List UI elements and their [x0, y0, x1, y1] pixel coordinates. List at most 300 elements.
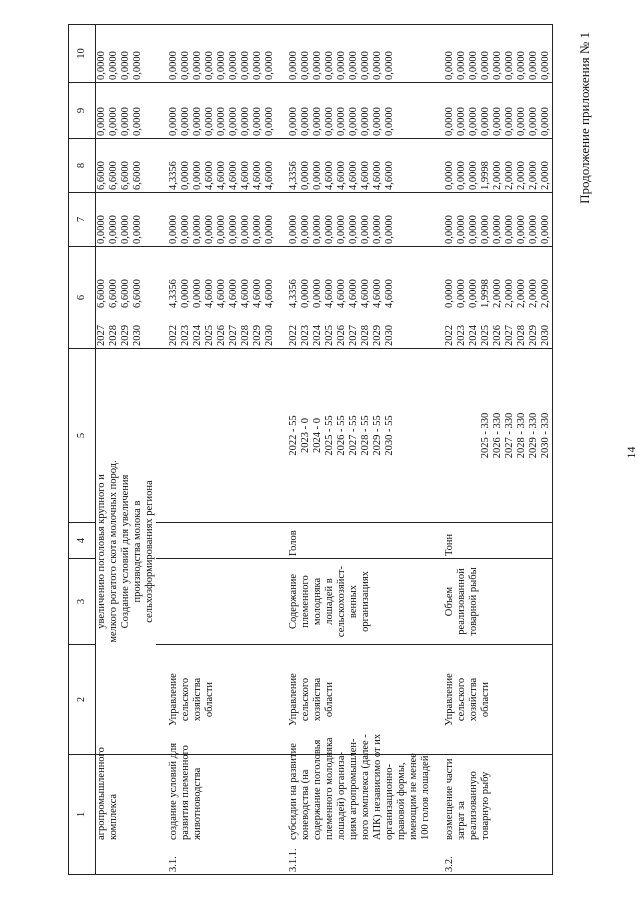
item-number: 3.1.: [168, 856, 179, 872]
cell-text: 0,0000: [168, 215, 179, 244]
cell-text: хозяйства: [312, 677, 323, 722]
cell-text: 0,0000: [540, 51, 551, 80]
cell-text: 4,6000: [336, 279, 347, 308]
cell-text: 4,6000: [264, 279, 275, 308]
years-and-total: [432, 247, 553, 349]
cell-text: лошадей в: [324, 578, 335, 625]
cell-text: Управление: [444, 673, 455, 726]
cell-text: 2029: [252, 325, 263, 346]
cell-text: 0,0000: [492, 107, 503, 136]
cell-text: 4,6000: [252, 161, 263, 190]
years-and-total: [156, 247, 276, 349]
values-col-9: [156, 83, 276, 139]
cell-text: 2026 - 330: [492, 412, 503, 459]
cell-text: развития племенного: [180, 745, 191, 840]
cell-text: 0,0000: [468, 279, 479, 308]
cell-text: 2,0000: [504, 279, 515, 308]
cell-text: 0,0000: [528, 215, 539, 244]
cell-text: содержание поголовья: [312, 739, 323, 840]
cell-text: 2023: [456, 325, 467, 346]
cell-text: ного комплекса (далее -: [360, 734, 371, 840]
cell-text: 2026: [336, 325, 347, 346]
measure-name: [288, 734, 432, 840]
cell-text: затрат за: [456, 801, 467, 840]
cell-text: 0,0000: [180, 279, 191, 308]
cell-text: 0,0000: [528, 51, 539, 80]
cell-text: 0,0000: [480, 51, 491, 80]
cell-text: циям агропромышлен-: [348, 738, 359, 840]
cell-text: 0,0000: [516, 215, 527, 244]
cell-text: 2030: [264, 325, 275, 346]
page-number: 14: [624, 446, 638, 459]
cell-text: 6,6000: [132, 279, 143, 308]
values-col-9: [96, 83, 157, 139]
cell-text: товарную рыбу: [480, 771, 491, 840]
cell-text: 4,6000: [264, 161, 275, 190]
cell-text: 0,0000: [540, 107, 551, 136]
cell-text: 100 голов лошадей: [420, 755, 431, 840]
cell-text: 6,6000: [120, 279, 131, 308]
values-col-8: [96, 139, 157, 193]
cell-text: области: [204, 681, 215, 718]
header-col-8: 8: [69, 139, 96, 193]
cell-text: 4,6000: [360, 161, 371, 190]
cell-text: 4,6000: [372, 161, 383, 190]
cell-text: 0,0000: [372, 215, 383, 244]
values-col-8: [156, 139, 276, 193]
cell-text: 4,6000: [348, 279, 359, 308]
cell-text: 2027: [96, 325, 107, 346]
cell-text: 2028: [516, 325, 527, 346]
cell-text: 2,0000: [516, 279, 527, 308]
cell-text: 2029: [120, 325, 131, 346]
cell-text: 0,0000: [96, 215, 107, 244]
cell-text: 0,0000: [192, 107, 203, 136]
cell-text: 0,0000: [516, 107, 527, 136]
cell-text: 2029 - 330: [528, 412, 539, 459]
cell-text: 0,0000: [192, 161, 203, 190]
cell-text: мелкого рогатого скота молочных пород.: [108, 460, 119, 643]
cell-text: 0,0000: [504, 107, 515, 136]
cell-text: 2028: [360, 325, 371, 346]
cell-text: 1,9998: [480, 279, 491, 308]
header-col-10: 10: [69, 25, 96, 83]
cell-text: 1,9998: [480, 161, 491, 190]
cell-text: 0,0000: [132, 51, 143, 80]
cell-text: венных: [348, 584, 359, 619]
cell-text: 0,0000: [348, 215, 359, 244]
cell-text: племенного: [300, 575, 311, 628]
cell-text: создание условий для: [168, 742, 179, 840]
cell-text: Объем: [444, 586, 455, 617]
cell-text: 2029: [372, 325, 383, 346]
cell-text: 0,0000: [120, 107, 131, 136]
cell-text: 0,0000: [324, 51, 335, 80]
cell-text: 2027: [348, 325, 359, 346]
cell-text: 4,6000: [240, 161, 251, 190]
cell-text: 0,0000: [132, 215, 143, 244]
cell-text: 4,6000: [336, 161, 347, 190]
cell-text: 2028 - 330: [516, 412, 527, 459]
cell-text: 0,0000: [300, 215, 311, 244]
cell-text: 0,0000: [384, 215, 395, 244]
cell-text: 0,0000: [348, 107, 359, 136]
cell-text: 0,0000: [264, 107, 275, 136]
cell-text: Содержание: [288, 573, 299, 630]
cell-text: 2024: [192, 325, 203, 346]
cell-text: 4,3356: [288, 161, 299, 190]
cell-text: 0,0000: [288, 215, 299, 244]
cell-text: 6,6000: [108, 279, 119, 308]
cell-text: 0,0000: [192, 215, 203, 244]
cell-text: 4,6000: [216, 279, 227, 308]
cell-text: 2029: [528, 325, 539, 346]
cell-text: 0,0000: [312, 161, 323, 190]
cell-text: области: [480, 681, 491, 718]
cell-text: 0,0000: [252, 215, 263, 244]
years-and-total: [276, 247, 432, 349]
measure-description: [96, 349, 157, 755]
cell-text: 0,0000: [372, 51, 383, 80]
cell-text: 2025: [324, 325, 335, 346]
values-col-7: [96, 193, 157, 247]
cell-text: 2027 - 55: [348, 415, 359, 456]
cell-text: 0,0000: [468, 107, 479, 136]
cell-text: коневодства (на: [300, 769, 311, 840]
cell-text: 2027: [228, 325, 239, 346]
header-col-7: 7: [69, 193, 96, 247]
cell-text: племенного молодняка: [324, 737, 335, 840]
cell-text: товарной рыбы: [468, 567, 479, 636]
cell-text: 4,6000: [360, 279, 371, 308]
cell-text: 4,6000: [228, 161, 239, 190]
appendix-continuation-label: Продолжение приложения № 1: [577, 32, 592, 204]
cell-text: 2023: [300, 325, 311, 346]
values-col-7: [276, 193, 432, 247]
cell-text: 0,0000: [360, 51, 371, 80]
values-col-10: [156, 25, 276, 83]
cell-text: 0,0000: [96, 51, 107, 80]
values-col-7: [432, 193, 553, 247]
cell-text: 2027: [504, 325, 515, 346]
cell-text: 4,3356: [168, 161, 179, 190]
cell-text: 0,0000: [492, 215, 503, 244]
cell-text: увеличению поголовья крупного и: [96, 474, 107, 629]
cell-text: 2026: [492, 325, 503, 346]
cell-text: 0,0000: [456, 107, 467, 136]
cell-text: 0,0000: [492, 51, 503, 80]
cell-text: 2,0000: [540, 161, 551, 190]
cell-text: 2030 - 55: [384, 415, 395, 456]
cell-text: 0,0000: [504, 51, 515, 80]
cell-text: 2,0000: [540, 279, 551, 308]
cell-text: 0,0000: [444, 215, 455, 244]
cell-text: 2027 - 330: [504, 412, 515, 459]
header-col-1: 1: [69, 755, 96, 875]
cell-text: 0,0000: [360, 107, 371, 136]
indicator-name: [276, 559, 432, 645]
cell-text: 2,0000: [528, 279, 539, 308]
cell-text: 6,6000: [96, 161, 107, 190]
cell-text: субсидии на развитие: [288, 743, 299, 840]
cell-text: 2024: [312, 325, 323, 346]
cell-text: 2,0000: [504, 161, 515, 190]
values-col-8: [432, 139, 553, 193]
table-header-row: [69, 25, 96, 875]
item-number: 3.1.1.: [288, 848, 299, 872]
cell-text: 0,0000: [504, 215, 515, 244]
cell-text: Управление: [168, 673, 179, 726]
item-number: 3.2.: [444, 856, 455, 872]
table-row: [96, 25, 157, 875]
executor: [432, 645, 553, 755]
header-col-9: 9: [69, 83, 96, 139]
cell-text: 2026 - 55: [336, 415, 347, 456]
executor: [156, 645, 276, 755]
cell-text: организационно-: [384, 764, 395, 840]
indicator-name: [432, 559, 553, 645]
cell-text: 0,0000: [348, 51, 359, 80]
cell-text: 0,0000: [240, 51, 251, 80]
cell-text: 0,0000: [324, 215, 335, 244]
cell-text: 2030: [540, 325, 551, 346]
cell-text: 0,0000: [108, 51, 119, 80]
cell-text: сельхозформированиях региона: [144, 480, 155, 623]
cell-text: 0,0000: [180, 161, 191, 190]
cell-text: 0,0000: [444, 161, 455, 190]
cell-text: 0,0000: [468, 161, 479, 190]
cell-text: 0,0000: [480, 107, 491, 136]
cell-text: 0,0000: [444, 107, 455, 136]
cell-text: 4,6000: [372, 279, 383, 308]
indicator-values: [276, 349, 432, 523]
cell-text: 2025: [480, 325, 491, 346]
cell-text: 0,0000: [216, 215, 227, 244]
cell-text: 2026: [216, 325, 227, 346]
header-col-6: 6: [69, 247, 96, 349]
cell-text: 0,0000: [336, 215, 347, 244]
cell-text: 0,0000: [252, 51, 263, 80]
cell-text: организациях: [360, 571, 371, 632]
cell-text: 2028 - 55: [360, 415, 371, 456]
cell-text: 4,6000: [228, 279, 239, 308]
cell-text: 2030: [384, 325, 395, 346]
cell-text: 0,0000: [336, 107, 347, 136]
cell-text: 2028: [240, 325, 251, 346]
cell-text: 0,0000: [300, 51, 311, 80]
cell-text: 0,0000: [384, 107, 395, 136]
cell-text: 0,0000: [216, 107, 227, 136]
cell-text: 0,0000: [480, 215, 491, 244]
cell-text: реализованной: [456, 568, 467, 635]
cell-text: 0,0000: [240, 107, 251, 136]
cell-text: 0,0000: [456, 161, 467, 190]
cell-text: 2,0000: [492, 279, 503, 308]
cell-text: 0,0000: [108, 107, 119, 136]
cell-text: 0,0000: [108, 215, 119, 244]
cell-text: лошадей) организа-: [336, 752, 347, 840]
cell-text: 0,0000: [300, 279, 311, 308]
cell-text: 2024 - 0: [312, 418, 323, 453]
cell-text: 4,6000: [348, 161, 359, 190]
cell-text: 0,0000: [360, 215, 371, 244]
cell-text: возмещение части: [444, 758, 455, 840]
cell-text: 0,0000: [444, 279, 455, 308]
cell-text: 2022 - 55: [288, 415, 299, 456]
cell-text: 2022: [444, 325, 455, 346]
values-col-8: [276, 139, 432, 193]
cell-text: сельскохозяйст-: [336, 565, 347, 638]
cell-text: имеющим не менее: [408, 753, 419, 840]
measure-name: [168, 743, 204, 840]
cell-text: 0,0000: [384, 51, 395, 80]
cell-text: 0,0000: [312, 279, 323, 308]
cell-text: 4,6000: [240, 279, 251, 308]
cell-text: 0,0000: [228, 215, 239, 244]
cell-text: 4,3356: [168, 279, 179, 308]
cell-text: 0,0000: [312, 215, 323, 244]
values-col-10: [276, 25, 432, 83]
cell-text: 0,0000: [456, 279, 467, 308]
values-col-9: [432, 83, 553, 139]
cell-text: 2022: [288, 325, 299, 346]
cell-text: агропромышленного: [96, 747, 107, 840]
cell-text: сельского: [180, 677, 191, 722]
cell-text: Создание условий для увеличения: [120, 474, 131, 629]
cell-text: 0,0000: [204, 51, 215, 80]
cell-text: 0,0000: [120, 215, 131, 244]
cell-text: 6,6000: [132, 161, 143, 190]
cell-text: реализованную: [468, 771, 479, 840]
cell-text: 0,0000: [216, 51, 227, 80]
cell-text: области: [324, 681, 335, 718]
values-col-10: [432, 25, 553, 83]
cell-text: 4,6000: [324, 279, 335, 308]
header-col-2: 2: [69, 645, 96, 755]
cell-text: 2025 - 55: [324, 415, 335, 456]
cell-text: 2,0000: [516, 161, 527, 190]
cell-text: 0,0000: [516, 51, 527, 80]
program-table: [68, 24, 553, 875]
cell-text: 2022: [168, 325, 179, 346]
years-and-total: [96, 247, 157, 349]
cell-text: 4,6000: [324, 161, 335, 190]
cell-text: 2023 - 0: [300, 418, 311, 453]
cell-text: 0,0000: [132, 107, 143, 136]
cell-text: 0,0000: [468, 51, 479, 80]
cell-text: 0,0000: [528, 107, 539, 136]
cell-text: 4,6000: [216, 161, 227, 190]
measure-name: [96, 747, 120, 840]
cell-text: 6,6000: [108, 161, 119, 190]
cell-text: 0,0000: [204, 107, 215, 136]
cell-text: 0,0000: [180, 51, 191, 80]
cell-text: 0,0000: [96, 107, 107, 136]
cell-text: 0,0000: [168, 107, 179, 136]
cell-text: хозяйства: [468, 677, 479, 722]
indicator-values: [432, 349, 553, 523]
cell-text: 0,0000: [180, 107, 191, 136]
cell-text: 2028: [108, 325, 119, 346]
cell-text: 2030: [132, 325, 143, 346]
cell-text: 2,0000: [528, 161, 539, 190]
cell-text: 4,6000: [204, 279, 215, 308]
cell-text: 0,0000: [300, 161, 311, 190]
cell-text: 0,0000: [456, 51, 467, 80]
cell-text: 0,0000: [456, 215, 467, 244]
cell-text: 0,0000: [204, 215, 215, 244]
cell-text: 2024: [468, 325, 479, 346]
cell-text: 0,0000: [312, 51, 323, 80]
cell-text: 0,0000: [192, 279, 203, 308]
cell-text: Управление: [288, 673, 299, 726]
cell-text: 0,0000: [336, 51, 347, 80]
cell-text: 0,0000: [288, 51, 299, 80]
values-col-9: [276, 83, 432, 139]
cell-text: правовой формы,: [396, 762, 407, 840]
header-col-4: 4: [69, 523, 96, 559]
cell-text: 4,6000: [384, 161, 395, 190]
cell-text: 0,0000: [264, 215, 275, 244]
table-row: [276, 25, 432, 875]
values-col-10: [96, 25, 157, 83]
cell-text: 0,0000: [540, 215, 551, 244]
cell-text: 0,0000: [228, 51, 239, 80]
cell-text: 2025 - 330: [480, 412, 491, 459]
cell-text: 0,0000: [372, 107, 383, 136]
cell-text: молодняка: [312, 577, 323, 626]
cell-text: 2025: [204, 325, 215, 346]
values-col-7: [156, 193, 276, 247]
cell-text: 4,6000: [384, 279, 395, 308]
cell-text: 4,3356: [288, 279, 299, 308]
cell-text: животноводства: [192, 767, 203, 840]
cell-text: 2029 - 55: [372, 415, 383, 456]
cell-text: 0,0000: [300, 107, 311, 136]
header-col-3: 3: [69, 559, 96, 645]
cell-text: сельского: [456, 677, 467, 722]
unit: Голов: [276, 523, 432, 559]
cell-text: 0,0000: [192, 51, 203, 80]
cell-text: 6,6000: [120, 161, 131, 190]
cell-text: 0,0000: [228, 107, 239, 136]
cell-text: 0,0000: [312, 107, 323, 136]
header-col-5: 5: [69, 349, 96, 523]
table-row: [432, 25, 553, 875]
cell-text: 0,0000: [468, 215, 479, 244]
table-row: [156, 25, 276, 875]
cell-text: комплекса: [108, 793, 119, 840]
cell-text: 0,0000: [120, 51, 131, 80]
cell-text: 0,0000: [252, 107, 263, 136]
cell-text: АПК) независимо от их: [372, 733, 383, 840]
cell-text: 6,6000: [96, 279, 107, 308]
cell-text: 0,0000: [180, 215, 191, 244]
cell-text: 4,6000: [252, 279, 263, 308]
cell-text: 0,0000: [288, 107, 299, 136]
cell-text: 2023: [180, 325, 191, 346]
cell-text: 0,0000: [264, 51, 275, 80]
unit: Тонн: [432, 523, 553, 559]
cell-text: 0,0000: [324, 107, 335, 136]
cell-text: хозяйства: [192, 677, 203, 722]
cell-text: 0,0000: [168, 51, 179, 80]
cell-text: 2030 - 330: [540, 412, 551, 459]
cell-text: 0,0000: [444, 51, 455, 80]
measure-name: [444, 757, 492, 840]
cell-text: сельского: [300, 677, 311, 722]
cell-text: производства молока в: [132, 500, 143, 603]
